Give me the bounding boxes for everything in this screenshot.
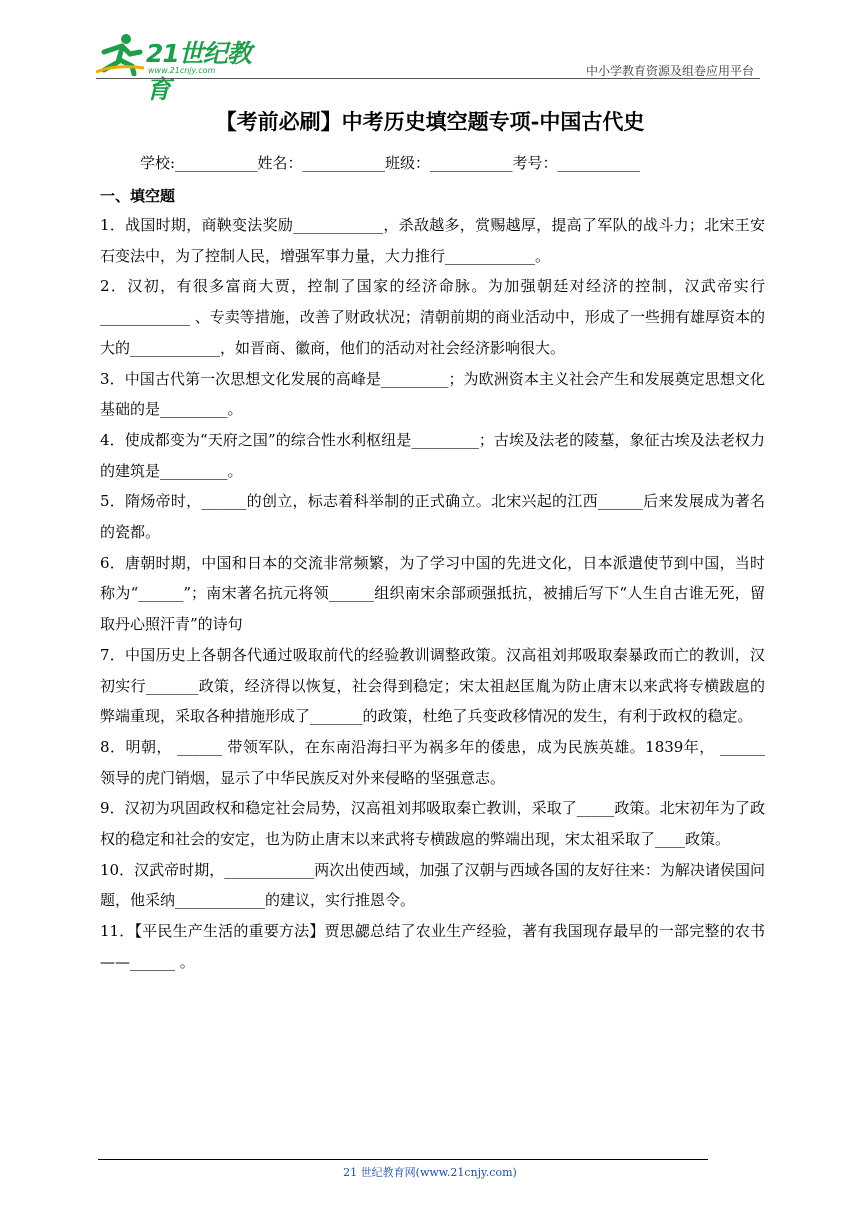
logo-text: 21世纪教育 (146, 39, 251, 104)
header-divider (96, 78, 760, 79)
question-item: 3．中国古代第一次思想文化发展的高峰是_________；为欧洲资本主义社会产生和发展奠定思想文化基础的是_________。 (100, 369, 765, 419)
question-item: 5．隋炀帝时，______的创立，标志着科举制的正式确立。北宋兴起的江西______后来发展成为著名的瓷都。 (100, 492, 765, 542)
question-item: 10．汉武帝时期，____________两次出使西域，加强了汉朝与西域各国的友好往来：为解决诸侯国问题，他采纳____________的建议，实行推恩令。 (100, 860, 765, 910)
section-heading: 一、填空题 (100, 187, 176, 205)
page-header (96, 24, 760, 104)
question-item: 9．汉初为巩固政权和稳定社会局势，汉高祖刘邦吸取秦亡教训，采取了_____政策。北宋初年为了政权的稳定和社会的安定，也为防止唐末以来武将专横跋扈的弊端出现，宋太祖采取了____政策。 (100, 799, 765, 849)
question-item: 6．唐朝时期，中国和日本的交流非常频繁，为了学习中国的先进文化，日本派遣使节到中国，当时称为“______”；南宋著名抗元将领______组织南宋余部顽强抵抗，被捕后写下“人生自古谁无死，留取丹心照汗青”的诗句 (100, 553, 765, 634)
logo (96, 32, 266, 104)
question-item: 11．【平民生产生活的重要方法】贾思勰总结了农业生产经验，著有我国现存最早的一部完整的农书——______ 。 (100, 922, 765, 971)
question-item: 7．中国历史上各朝各代通过吸取前代的经验教训调整政策。汉高祖刘邦吸取秦暴政而亡的教训，汉初实行_______政策，经济得以恢复，社会得到稳定；宋太祖赵匡胤为防止唐末以来武将专横跋扈的弊端重现，采取各种措施形成了_______的政策，杜绝了兵变政移情况的发生，有利于政权的稳定。 (100, 645, 765, 726)
question-item: 2．汉初，有很多富商大贾，控制了国家的经济命脉。为加强朝廷对经济的控制，汉武帝实行____________ 、专卖等措施，改善了财政状况；清朝前期的商业活动中，形成了一些拥有雄厚资本的大的____________，如晋商、徽商，他们的活动对社会经济影响很大。 (100, 277, 765, 357)
platform-label: 中小学教育资源及组卷应用平台 (585, 64, 754, 78)
page-title: 【考前必刷】中考历史填空题专项-中国古代史 (215, 109, 645, 134)
question-list (100, 210, 765, 978)
logo-url: www.21cnjy.com (148, 66, 216, 75)
question-item: 4．使成都变为“天府之国”的综合性水利枢纽是_________；古埃及法老的陵墓，象征古埃及法老权力的建筑是_________。 (100, 430, 765, 480)
footer-link[interactable]: 21 世纪教育网(www.21cnjy.com) (343, 1166, 517, 1179)
question-item: 1．战国时期，商鞅变法奖励____________，杀敌越多，赏赐越厚，提高了军队的战斗力；北宋王安石变法中，为了控制人民，增强军事力量，大力推行____________。 (100, 216, 765, 265)
footer-divider (98, 1159, 708, 1160)
student-info-line: 学校:___________姓名：___________班级：___________考号：___________ (140, 154, 641, 172)
question-item: 8．明朝， ______ 带领军队，在东南沿海扫平为祸多年的倭患，成为民族英雄。1839年， ______ 领导的虎门销烟，显示了中华民族反对外来侵略的坚强意志。 (100, 737, 765, 787)
runner-logo-icon (96, 32, 146, 76)
